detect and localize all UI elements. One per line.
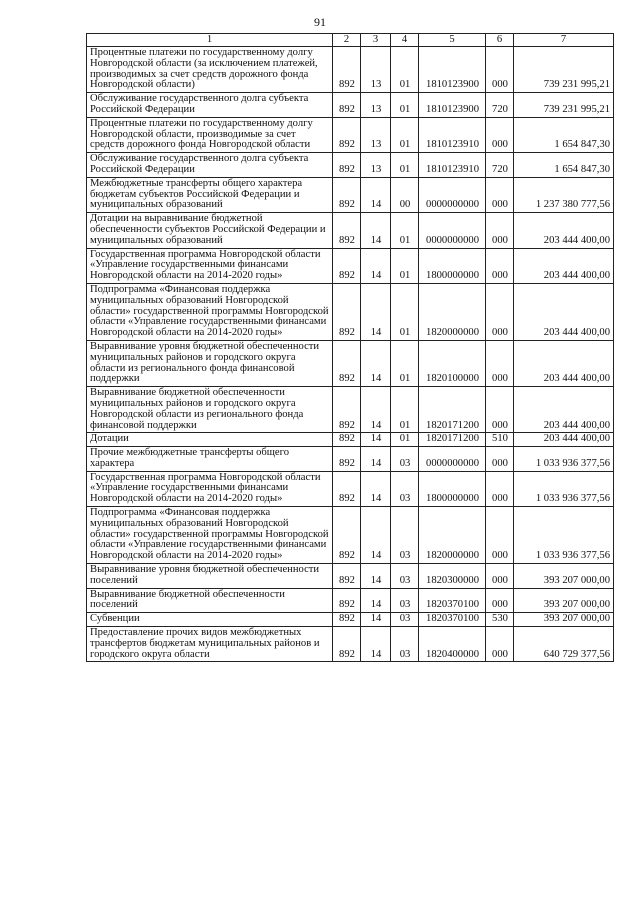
row-amount: 739 231 995,21 <box>514 93 614 118</box>
row-target-code: 1810123910 <box>419 153 486 178</box>
row-code: 892 <box>333 177 361 212</box>
row-expense-type: 000 <box>486 213 514 248</box>
row-target-code: 1820171200 <box>419 433 486 447</box>
row-subsection: 03 <box>391 507 419 564</box>
row-amount: 203 444 400,00 <box>514 387 614 433</box>
row-amount: 1 033 936 377,56 <box>514 447 614 472</box>
table-row <box>87 627 614 662</box>
row-subsection: 01 <box>391 283 419 340</box>
row-section: 14 <box>361 213 391 248</box>
row-expense-type: 000 <box>486 248 514 283</box>
row-name: Подпрограмма «Финансовая поддержка муниципальных образований Новгородской области» государственной программы Новгородской области «Управление государственными финансами Новгородской области на 2014-2020 годы» <box>87 507 333 564</box>
row-subsection: 01 <box>391 213 419 248</box>
table-header-row <box>87 34 614 47</box>
row-subsection: 03 <box>391 627 419 662</box>
row-name: Предоставление прочих видов межбюджетных трансфертов бюджетам муниципальных районов и городского округа области <box>87 627 333 662</box>
row-amount: 393 207 000,00 <box>514 613 614 627</box>
row-code: 892 <box>333 248 361 283</box>
row-code: 892 <box>333 340 361 386</box>
row-name: Процентные платежи по государственному долгу Новгородской области, производимые за счет средств дорожного фонда Новгородской области <box>87 117 333 152</box>
row-target-code: 1810123900 <box>419 93 486 118</box>
row-expense-type: 000 <box>486 447 514 472</box>
column-header: 3 <box>361 34 391 47</box>
row-code: 892 <box>333 471 361 506</box>
row-amount: 1 033 936 377,56 <box>514 507 614 564</box>
row-expense-type: 530 <box>486 613 514 627</box>
row-amount: 393 207 000,00 <box>514 564 614 589</box>
row-expense-type: 000 <box>486 507 514 564</box>
row-name: Подпрограмма «Финансовая поддержка муниципальных образований Новгородской области» государственной программы Новгородской области «Управление государственными финансами Новгородской области на 2014-2020 годы» <box>87 283 333 340</box>
row-name: Межбюджетные трансферты общего характера бюджетам субъектов Российской Федерации и муниципальных образований <box>87 177 333 212</box>
row-target-code: 1820400000 <box>419 627 486 662</box>
row-section: 14 <box>361 471 391 506</box>
row-section: 14 <box>361 248 391 283</box>
row-subsection: 01 <box>391 153 419 178</box>
row-code: 892 <box>333 613 361 627</box>
row-amount: 640 729 377,56 <box>514 627 614 662</box>
row-name: Прочие межбюджетные трансферты общего характера <box>87 447 333 472</box>
table-row <box>87 588 614 613</box>
table-row <box>87 340 614 386</box>
row-name: Выравнивание уровня бюджетной обеспеченности поселений <box>87 564 333 589</box>
row-target-code: 0000000000 <box>419 177 486 212</box>
row-name: Государственная программа Новгородской области «Управление государственными финансами Новгородской области на 2014-2020 годы» <box>87 471 333 506</box>
row-expense-type: 000 <box>486 47 514 93</box>
row-subsection: 00 <box>391 177 419 212</box>
row-subsection: 01 <box>391 117 419 152</box>
row-amount: 1 033 936 377,56 <box>514 471 614 506</box>
row-target-code: 1820100000 <box>419 340 486 386</box>
row-subsection: 01 <box>391 340 419 386</box>
row-name: Государственная программа Новгородской области «Управление государственными финансами Новгородской области на 2014-2020 годы» <box>87 248 333 283</box>
row-name: Субвенции <box>87 613 333 627</box>
row-target-code: 1800000000 <box>419 248 486 283</box>
row-amount: 203 444 400,00 <box>514 433 614 447</box>
row-target-code: 1810123900 <box>419 47 486 93</box>
column-header: 2 <box>333 34 361 47</box>
row-expense-type: 000 <box>486 177 514 212</box>
row-section: 14 <box>361 340 391 386</box>
row-expense-type: 000 <box>486 471 514 506</box>
row-section: 14 <box>361 177 391 212</box>
row-section: 13 <box>361 153 391 178</box>
column-header: 4 <box>391 34 419 47</box>
row-amount: 1 654 847,30 <box>514 153 614 178</box>
row-name: Дотации на выравнивание бюджетной обеспеченности субъектов Российской Федерации и муниципальных образований <box>87 213 333 248</box>
row-name: Дотации <box>87 433 333 447</box>
row-expense-type: 510 <box>486 433 514 447</box>
row-section: 14 <box>361 588 391 613</box>
row-amount: 1 237 380 777,56 <box>514 177 614 212</box>
column-header: 6 <box>486 34 514 47</box>
budget-table <box>86 33 614 662</box>
row-code: 892 <box>333 283 361 340</box>
row-code: 892 <box>333 47 361 93</box>
row-code: 892 <box>333 387 361 433</box>
row-target-code: 0000000000 <box>419 447 486 472</box>
row-amount: 203 444 400,00 <box>514 248 614 283</box>
table-row <box>87 177 614 212</box>
row-subsection: 03 <box>391 447 419 472</box>
table-row <box>87 447 614 472</box>
row-amount: 203 444 400,00 <box>514 213 614 248</box>
row-amount: 739 231 995,21 <box>514 47 614 93</box>
table-row <box>87 153 614 178</box>
row-expense-type: 000 <box>486 387 514 433</box>
table-row <box>87 471 614 506</box>
row-section: 14 <box>361 564 391 589</box>
table-row <box>87 433 614 447</box>
row-code: 892 <box>333 433 361 447</box>
table-row <box>87 47 614 93</box>
row-subsection: 01 <box>391 47 419 93</box>
row-name: Процентные платежи по государственному долгу Новгородской области (за исключением платежей, производимых за счет средств дорожного фонда Новгородской области) <box>87 47 333 93</box>
page-number: 91 <box>314 15 326 29</box>
row-code: 892 <box>333 153 361 178</box>
row-expense-type: 000 <box>486 564 514 589</box>
row-code: 892 <box>333 93 361 118</box>
row-target-code: 1820370100 <box>419 588 486 613</box>
row-code: 892 <box>333 447 361 472</box>
row-amount: 203 444 400,00 <box>514 340 614 386</box>
row-section: 14 <box>361 613 391 627</box>
column-header: 7 <box>514 34 614 47</box>
row-expense-type: 000 <box>486 117 514 152</box>
row-subsection: 01 <box>391 387 419 433</box>
row-amount: 1 654 847,30 <box>514 117 614 152</box>
row-name: Выравнивание бюджетной обеспеченности муниципальных районов и городского округа Новгородской области из регионального фонда финансовой поддержки <box>87 387 333 433</box>
row-expense-type: 000 <box>486 627 514 662</box>
row-code: 892 <box>333 117 361 152</box>
row-expense-type: 720 <box>486 93 514 118</box>
row-section: 14 <box>361 433 391 447</box>
row-target-code: 0000000000 <box>419 213 486 248</box>
row-section: 13 <box>361 47 391 93</box>
table-row <box>87 564 614 589</box>
row-amount: 203 444 400,00 <box>514 283 614 340</box>
table-row <box>87 283 614 340</box>
row-name: Обслуживание государственного долга субъекта Российской Федерации <box>87 93 333 118</box>
row-code: 892 <box>333 507 361 564</box>
table-row <box>87 117 614 152</box>
row-expense-type: 000 <box>486 340 514 386</box>
row-target-code: 1820000000 <box>419 283 486 340</box>
row-code: 892 <box>333 627 361 662</box>
table-row <box>87 93 614 118</box>
row-subsection: 01 <box>391 248 419 283</box>
row-target-code: 1820171200 <box>419 387 486 433</box>
row-expense-type: 000 <box>486 283 514 340</box>
row-expense-type: 720 <box>486 153 514 178</box>
row-section: 14 <box>361 627 391 662</box>
table-row <box>87 213 614 248</box>
row-subsection: 03 <box>391 471 419 506</box>
row-section: 13 <box>361 117 391 152</box>
row-code: 892 <box>333 213 361 248</box>
column-header: 5 <box>419 34 486 47</box>
table-row <box>87 613 614 627</box>
table-row <box>87 387 614 433</box>
row-name: Выравнивание уровня бюджетной обеспеченности муниципальных районов и городского округа области из регионального фонда финансовой поддержки <box>87 340 333 386</box>
row-target-code: 1810123910 <box>419 117 486 152</box>
row-subsection: 03 <box>391 588 419 613</box>
row-code: 892 <box>333 564 361 589</box>
row-subsection: 03 <box>391 613 419 627</box>
row-section: 14 <box>361 507 391 564</box>
row-subsection: 01 <box>391 433 419 447</box>
row-target-code: 1800000000 <box>419 471 486 506</box>
row-target-code: 1820370100 <box>419 613 486 627</box>
table-body <box>87 47 614 662</box>
row-code: 892 <box>333 588 361 613</box>
row-name: Выравнивание бюджетной обеспеченности поселений <box>87 588 333 613</box>
row-name: Обслуживание государственного долга субъекта Российской Федерации <box>87 153 333 178</box>
table-row <box>87 507 614 564</box>
row-section: 14 <box>361 283 391 340</box>
row-amount: 393 207 000,00 <box>514 588 614 613</box>
table-row <box>87 248 614 283</box>
row-subsection: 03 <box>391 564 419 589</box>
row-section: 14 <box>361 387 391 433</box>
row-expense-type: 000 <box>486 588 514 613</box>
row-section: 13 <box>361 93 391 118</box>
row-section: 14 <box>361 447 391 472</box>
row-target-code: 1820000000 <box>419 507 486 564</box>
row-target-code: 1820300000 <box>419 564 486 589</box>
row-subsection: 01 <box>391 93 419 118</box>
column-header: 1 <box>87 34 333 47</box>
